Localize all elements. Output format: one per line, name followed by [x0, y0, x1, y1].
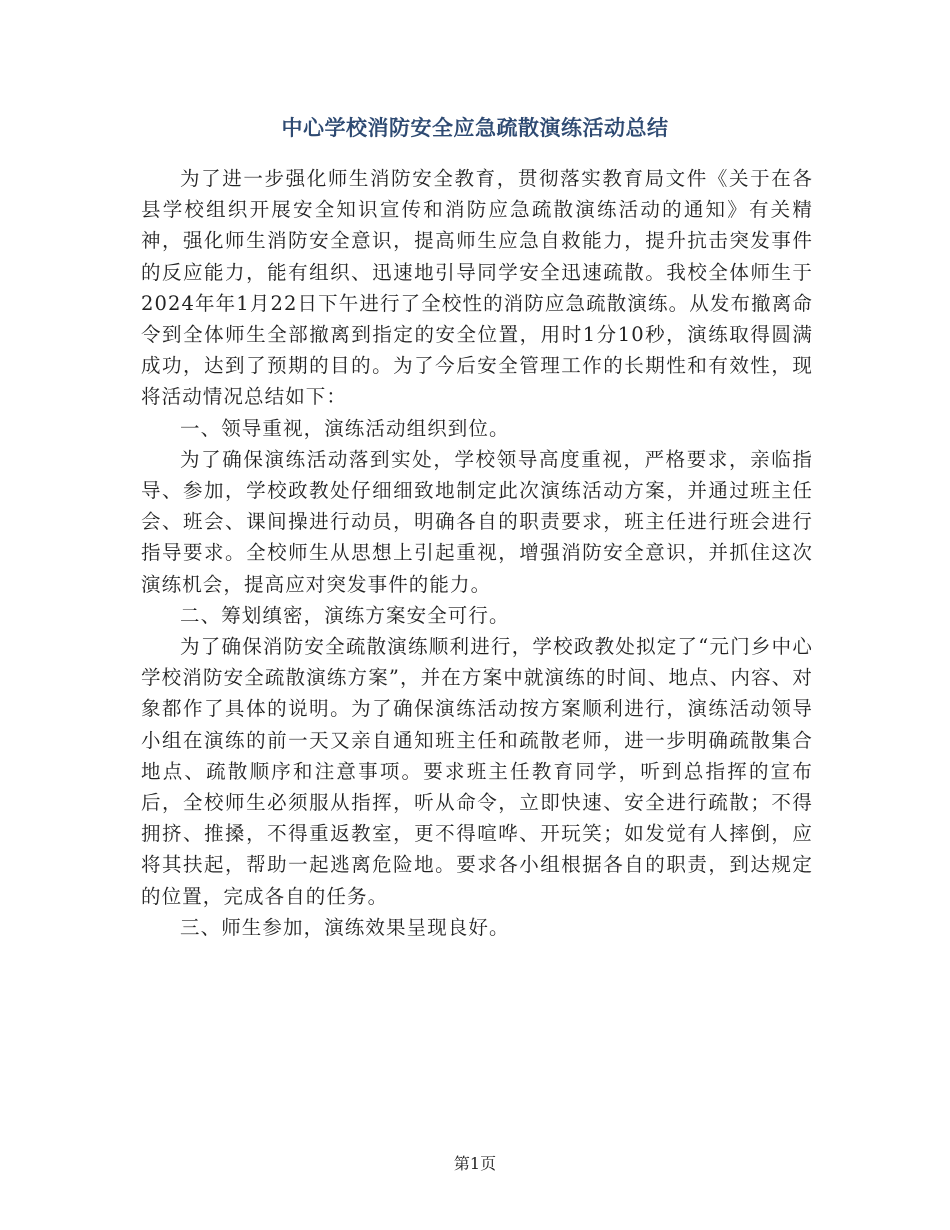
paragraph-section-1: 为了确保演练活动落到实处，学校领导高度重视，严格要求，亲临指导、参加，学校政教处仔细细致地制定此次演练活动方案，并通过班主任会、班会、课间操进行动员，明确各自的职责要求，班主任进行班会进行指导要求。全校师生从思想上引起重视，增强消防安全意识，并抓住这次演练机会，提高应对突发事件的能力。 [141, 447, 813, 596]
document-body [141, 163, 813, 943]
section-heading-2: 二、筹划缜密，演练方案安全可行。 [180, 603, 510, 627]
paragraph-section-2: 为了确保消防安全疏散演练顺利进行，学校政教处拟定了“元门乡中心学校消防安全疏散演练方案”，并在方案中就演练的时间、地点、内容、对象都作了具体的说明。为了确保演练活动按方案顺利进行，演练活动领导小组在演练的前一天又亲自通知班主任和疏散老师，进一步明确疏散集合地点、疏散顺序和注意事项。要求班主任教育同学，听到总指挥的宣布后，全校师生必须服从指挥，听从命令，立即快速、安全进行疏散；不得拥挤、推搡，不得重返教室，更不得喧哗、开玩笑；如发觉有人摔倒，应将其扶起，帮助一起逃离危险地。要求各小组根据各自的职责，到达规定的位置，完成各自的任务。 [141, 635, 813, 908]
section-heading-1: 一、领导重视，演练活动组织到位。 [180, 416, 510, 440]
page-number: 第1页 [453, 1154, 497, 1173]
section-heading-3: 三、师生参加，演练效果呈现良好。 [180, 915, 510, 939]
document-title: 中心学校消防安全应急疏散演练活动总结 [281, 115, 669, 140]
paragraph-intro: 为了进一步强化师生消防安全教育，贯彻落实教育局文件《关于在各县学校组织开展安全知识宣传和消防应急疏散演练活动的通知》有关精神，强化师生消防安全意识，提高师生应急自救能力，提升抗击突发事件的反应能力，能有组织、迅速地引导同学安全迅速疏散。我校全体师生于2024年年1月22日下午进行了全校性的消防应急疏散演练。从发布撤离命令到全体师生全部撤离到指定的安全位置，用时1分10秒，演练取得圆满成功，达到了预期的目的。为了今后安全管理工作的长期性和有效性，现将活动情况总结如下： [141, 167, 813, 409]
